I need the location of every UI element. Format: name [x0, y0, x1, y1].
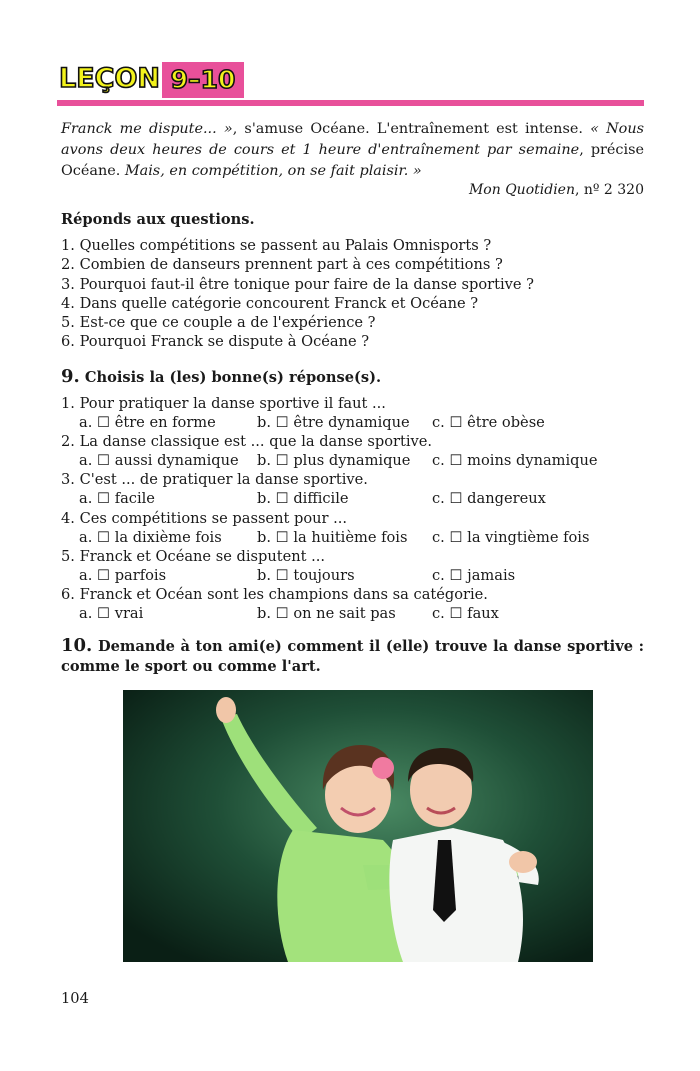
source-number: , nº 2 320: [574, 182, 644, 198]
mc-options: [61, 604, 651, 623]
mc-option-a[interactable]: a. ☐ la dixième fois: [79, 528, 222, 546]
passage-quote-2: « Nous avons deux heures de cours et 1 heure d'entraînement par semaine: [61, 121, 644, 158]
header-divider: [57, 100, 644, 106]
passage-quote-3: Mais, en compétition, on se fait plaisir. »: [124, 163, 422, 179]
mc-option-b[interactable]: b. ☐ la huitième fois: [257, 528, 408, 546]
question-item: 4. Dans quelle catégorie concourent Franck et Océane ?: [61, 294, 479, 312]
mc-option-c[interactable]: c. ☐ faux: [432, 605, 499, 623]
mc-option-a[interactable]: a. ☐ être en forme: [79, 414, 216, 432]
mc-question: 1. Pour pratiquer la danse sportive il faut ...: [61, 395, 386, 412]
mc-option-a[interactable]: a. ☐ vrai: [79, 605, 144, 623]
mc-option-c[interactable]: c. ☐ dangereux: [432, 490, 546, 508]
mc-options: [61, 451, 651, 470]
mc-option-c[interactable]: c. ☐ être obèse: [432, 414, 545, 432]
dancers-illustration: [123, 690, 593, 962]
mc-question: 4. Ces compétitions se passent pour ...: [61, 509, 348, 527]
passage-text-1: , s'amuse Océane. L'entraînement est intense.: [232, 121, 591, 137]
mc-options: [61, 413, 651, 432]
mc-option-c[interactable]: c. ☐ moins dynamique: [432, 452, 598, 470]
exercise-9-title: [61, 366, 381, 389]
mc-option-b[interactable]: b. ☐ toujours: [257, 566, 355, 584]
mc-option-a[interactable]: a. ☐ aussi dynamique: [79, 452, 239, 470]
exercise-10: [61, 636, 644, 677]
reading-passage: [61, 119, 644, 182]
questions-list: [61, 236, 644, 352]
page-number: 104: [61, 990, 89, 1007]
exercise-9-instruction: Choisis la (les) bonne(s) réponse(s).: [79, 369, 382, 386]
question-item: 1. Quelles compétitions se passent au Palais Omnisports ?: [61, 237, 492, 254]
mc-question: 2. La danse classique est ... que la danse sportive.: [61, 433, 433, 451]
mc-option-b[interactable]: b. ☐ être dynamique: [257, 414, 410, 432]
mc-options: [61, 528, 651, 547]
exercise-10-instruction: Demande à ton ami(e) comment il (elle) trouve la danse sportive : comme le sport ou comme l'art.: [61, 638, 644, 675]
mc-question: 6. Franck et Océan sont les champions dans sa catégorie.: [61, 585, 488, 603]
question-item: 5. Est-ce que ce couple a de l'expérience ?: [61, 314, 376, 332]
mc-options: [61, 566, 651, 585]
exercise-9-number: 9.: [61, 366, 80, 387]
dancers-photo: [123, 690, 593, 962]
mc-option-b[interactable]: b. ☐ on ne sait pas: [257, 605, 396, 623]
exercise-9-choices: [61, 394, 651, 623]
questions-heading: Réponds aux questions.: [61, 211, 255, 228]
source-title: Mon Quotidien: [468, 182, 575, 198]
mc-option-c[interactable]: c. ☐ la vingtième fois: [432, 528, 590, 546]
passage-quote-1: Franck me dispute... »: [61, 121, 233, 137]
lesson-label: LEÇON: [59, 63, 161, 94]
passage-source: [61, 180, 644, 200]
question-item: 2. Combien de danseurs prennent part à ces compétitions ?: [61, 256, 503, 274]
mc-question: 3. C'est ... de pratiquer la danse sportive.: [61, 471, 368, 489]
mc-question: 5. Franck et Océane se disputent ...: [61, 547, 326, 565]
mc-option-b[interactable]: b. ☐ plus dynamique: [257, 452, 411, 470]
question-item: 3. Pourquoi faut-il être tonique pour faire de la danse sportive ?: [61, 275, 535, 293]
mc-option-b[interactable]: b. ☐ difficile: [257, 490, 349, 508]
mc-option-a[interactable]: a. ☐ facile: [79, 490, 155, 508]
lesson-number-badge: 9–10: [162, 62, 244, 98]
exercise-10-number: 10.: [61, 635, 93, 656]
mc-option-c[interactable]: c. ☐ jamais: [432, 566, 516, 584]
mc-options: [61, 489, 651, 508]
question-item: 6. Pourquoi Franck se dispute à Océane ?: [61, 333, 370, 351]
mc-option-a[interactable]: a. ☐ parfois: [79, 566, 167, 584]
passage-text-2: , précise Océane.: [61, 142, 644, 179]
